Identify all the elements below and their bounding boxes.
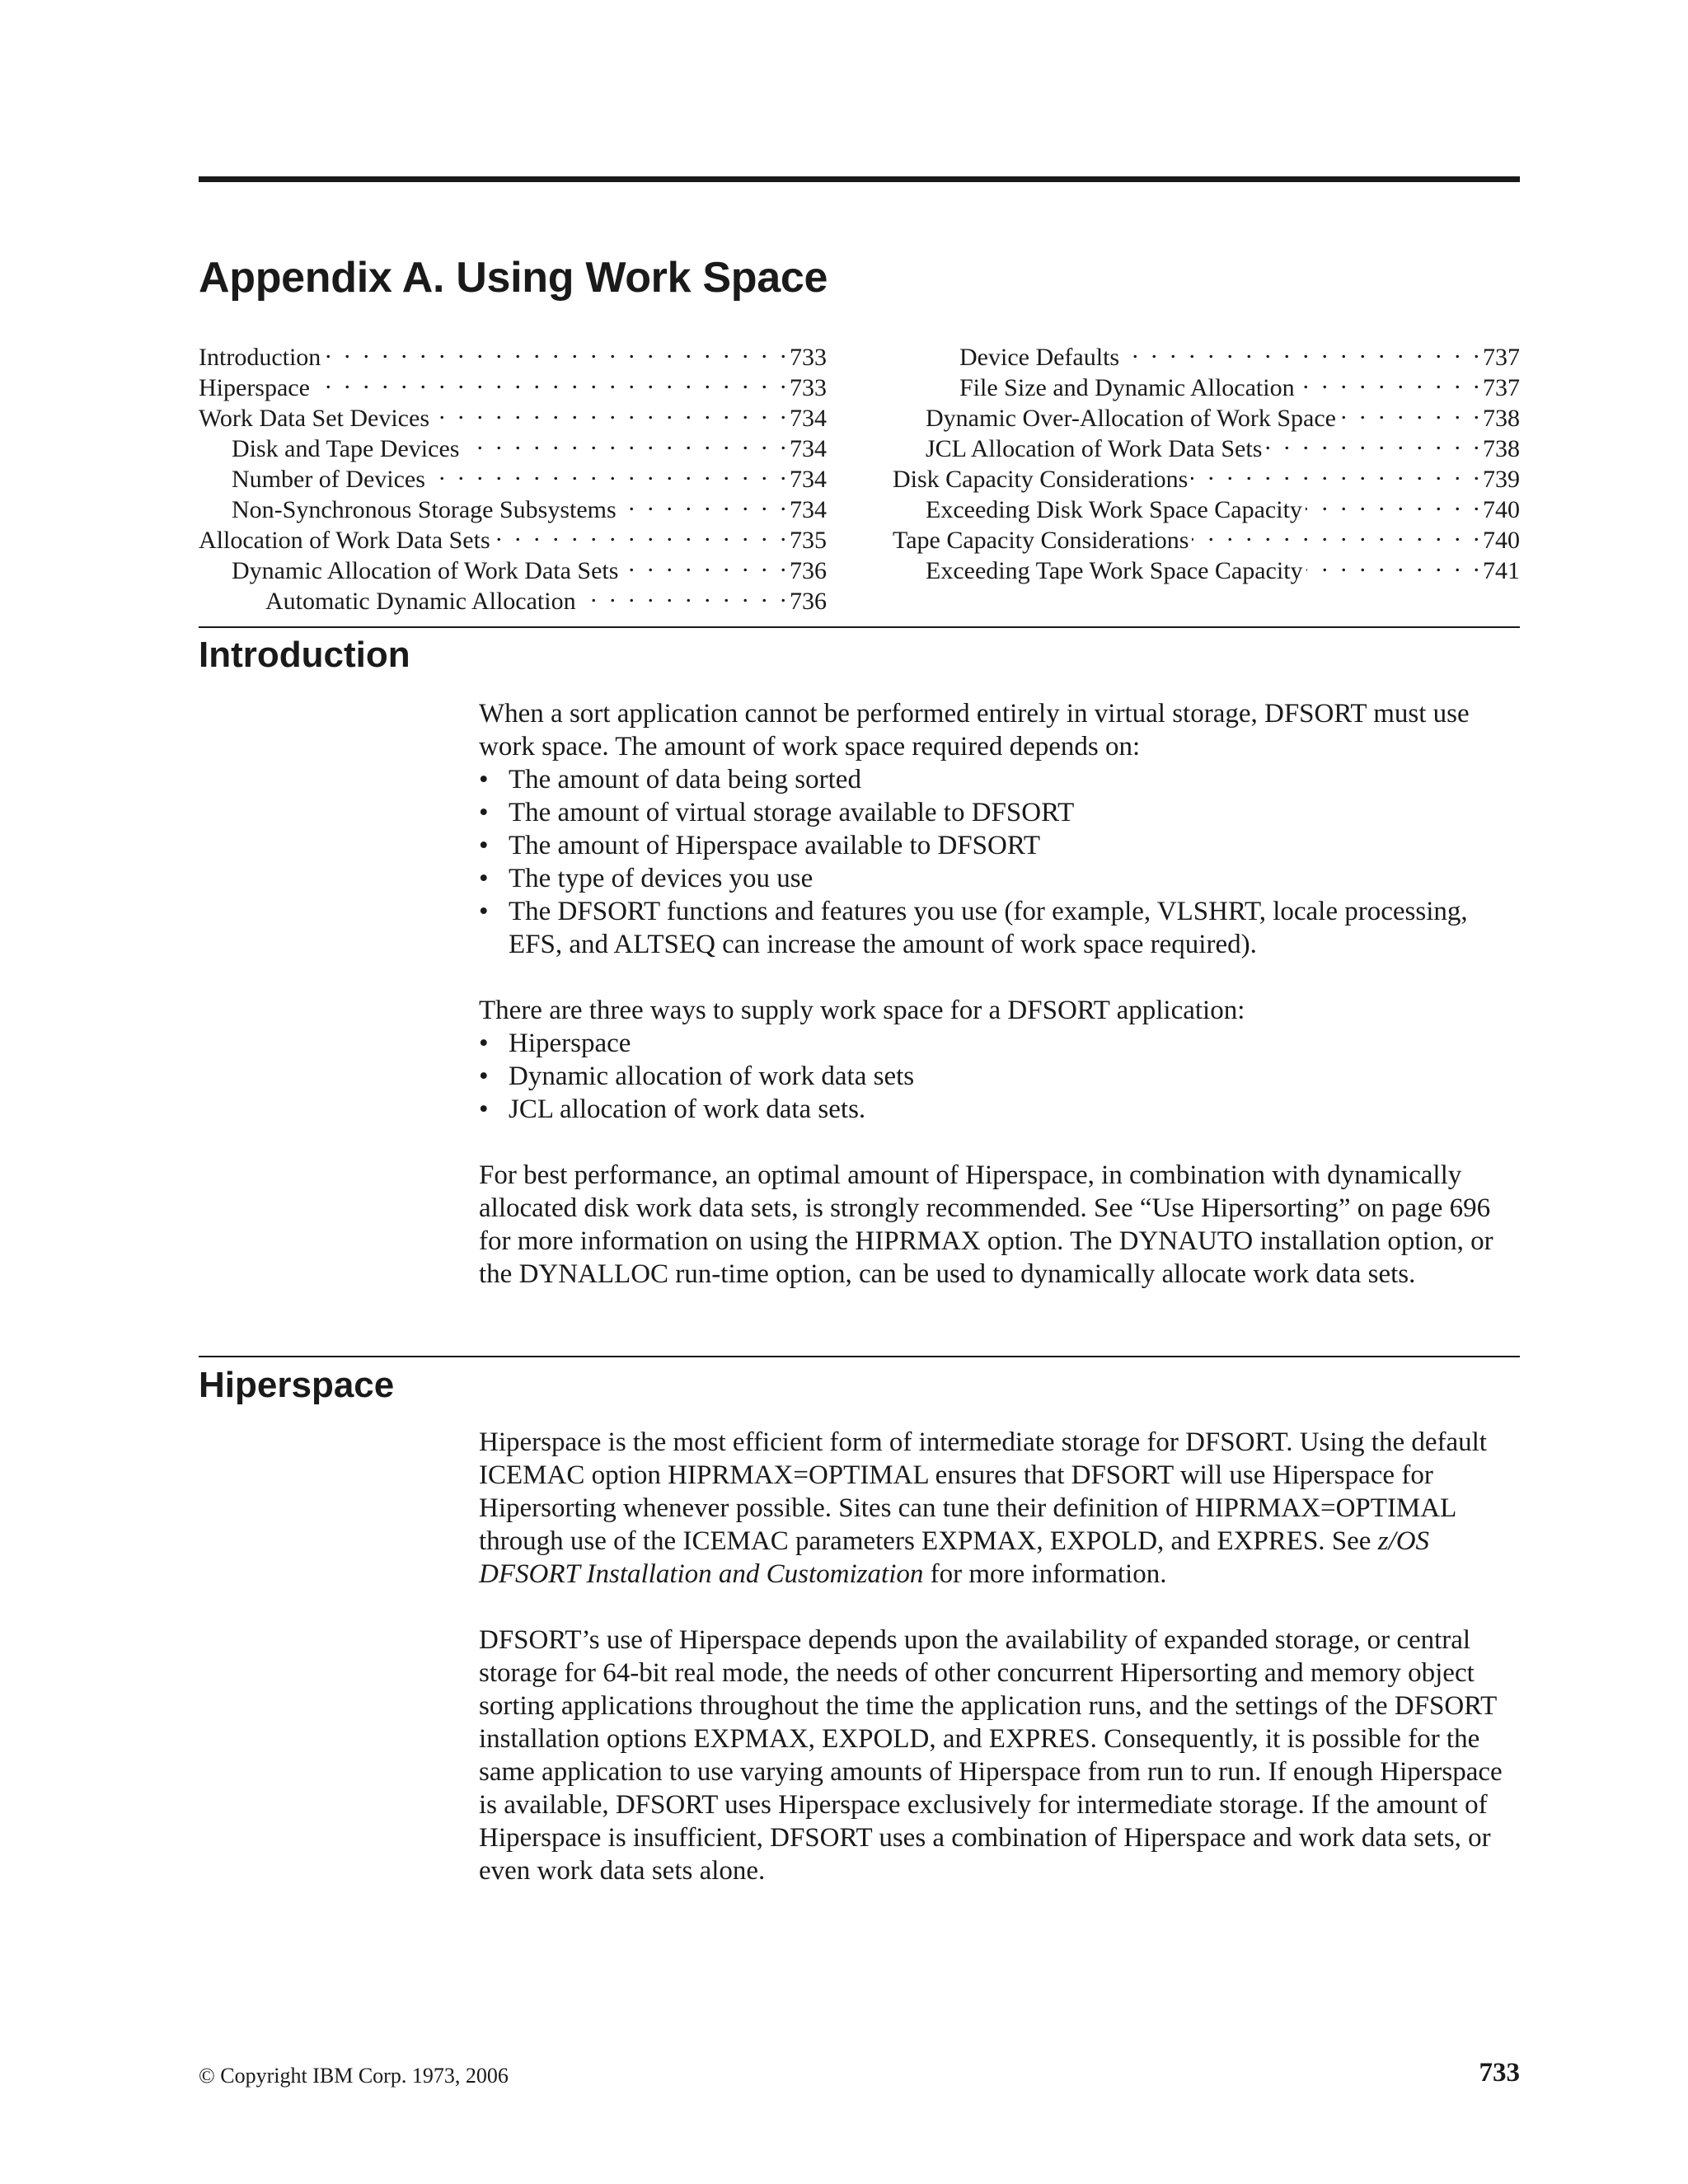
toc-leader-dots: [1306, 487, 1479, 518]
toc-entry-page: 738: [1483, 405, 1520, 432]
hiperspace-paragraph: DFSORT’s use of Hiperspace depends upon the availability of expanded storage, or central storage for 64-bit real mode, the needs of other concurrent Hipersorting and memory object sorting applications throughout the time the application runs, and the settings of the DFSORT installation options EXPMAX, EXPOLD, and EXPRES. Consequently, it is possible for the same application to use varying amounts of Hiperspace from run to run. If enough Hiperspace is available, DFSORT uses Hiperspace exclusively for intermediate storage. If the amount of Hiperspace is insufficient, DFSORT uses a combination of Hiperspace and work data sets, or even work data sets alone.: [479, 1625, 1503, 1886]
introduction-paragraph: There are three ways to supply work space for a DFSORT application:: [479, 996, 1245, 1025]
toc-entry-label: JCL Allocation of Work Data Sets: [926, 435, 1263, 462]
toc-entry-page: 735: [790, 527, 827, 554]
toc-entry-page: 739: [1483, 466, 1520, 493]
toc-entry-label: Exceeding Disk Work Space Capacity: [926, 496, 1302, 523]
toc-leader-dots: [313, 365, 786, 396]
list-item: • Dynamic allocation of work data sets: [479, 1060, 1520, 1093]
toc-leader-dots: [1123, 335, 1479, 365]
toc-entry-page: 733: [790, 374, 827, 401]
toc-entry-label: Automatic Dynamic Allocation: [265, 588, 576, 615]
toc-entry-label: Work Data Set Devices: [199, 405, 429, 432]
toc-entry-label: Non-Synchronous Storage Subsystems: [232, 496, 617, 523]
toc-entry-label: Exceeding Tape Work Space Capacity: [926, 557, 1303, 584]
toc-leader-dots: [1298, 365, 1479, 396]
list-item: • The amount of Hiperspace available to DFSORT: [479, 829, 1520, 862]
toc-entry-page: 734: [790, 466, 827, 493]
list-item: • Hiperspace: [479, 1027, 1520, 1060]
toc-entry-label: Disk and Tape Devices: [232, 435, 460, 462]
toc-entry-page: 740: [1483, 496, 1520, 523]
toc-entry[interactable]: [893, 335, 1520, 371]
toc-entry-page: 740: [1483, 527, 1520, 554]
paragraph-text: Hiperspace is the most efficient form of intermediate storage for DFSORT. Using the default ICEMAC option HIPRMAX=OPTIMAL ensures that DFSORT will use Hiperspace for Hipersorting whenever possible. Sites can tune their definition of HIPRMAX=OPTIMAL through use of the ICEMAC parameters EXPMAX, EXPOLD, and EXPRES. See: [479, 1427, 1487, 1556]
toc-entry-page: 734: [790, 435, 827, 462]
work-space-options-list: [479, 1027, 1520, 1126]
chapter-title: Appendix A. Using Work Space: [199, 254, 828, 302]
list-item: • The amount of virtual storage available to DFSORT: [479, 796, 1520, 829]
toc-entry-label: Number of Devices: [232, 466, 425, 493]
toc-entry-label: Hiperspace: [199, 374, 310, 401]
list-item: • The type of devices you use: [479, 862, 1520, 895]
toc-right-column: [893, 335, 1520, 584]
toc-entry-page: 734: [790, 496, 827, 523]
toc-entry-label: Tape Capacity Considerations: [893, 527, 1189, 554]
hiperspace-paragraph: [479, 1426, 1520, 1591]
toc-entry-label: Disk Capacity Considerations: [893, 466, 1189, 493]
toc-entry-label: File Size and Dynamic Allocation: [959, 374, 1295, 401]
page-number: 733: [1479, 2058, 1520, 2088]
toc-leader-dots: [462, 426, 786, 457]
introduction-paragraph: For best performance, an optimal amount of Hiperspace, in combination with dynamically allocated disk work data sets, is strongly recommended. See “Use Hipersorting” on page 696 for more information on using the HIPRMAX option. The DYNAUTO installation option, or the DYNALLOC run-time option, can be used to dynamically allocate work data sets.: [479, 1160, 1493, 1289]
hiperspace-body: [479, 1426, 1520, 1887]
toc-leader-dots: [433, 396, 786, 426]
introduction-body: [479, 697, 1520, 1291]
toc-entry-page: 736: [790, 557, 827, 584]
introduction-paragraph: When a sort application cannot be performed entirely in virtual storage, DFSORT must use work space. The amount of work space required depends on:: [479, 699, 1470, 762]
section-rule-introduction: [199, 626, 1520, 628]
toc-leader-dots: [620, 487, 786, 518]
toc-leader-dots: [1265, 426, 1479, 457]
section-heading-hiperspace: Hiperspace: [199, 1365, 395, 1405]
toc-leader-dots: [1339, 396, 1479, 426]
toc-leader-dots: [1306, 548, 1479, 579]
toc-leader-dots: [324, 335, 786, 365]
toc-entry-page: 736: [790, 588, 827, 615]
toc-entry-page: 737: [1483, 374, 1520, 401]
list-item: • The amount of data being sorted: [479, 763, 1520, 796]
list-item: • JCL allocation of work data sets.: [479, 1093, 1520, 1126]
introduction-list: [479, 763, 1520, 961]
toc-entry-page: 738: [1483, 435, 1520, 462]
toc-entry-label: Allocation of Work Data Sets: [199, 527, 490, 554]
toc-entry-label: Dynamic Over-Allocation of Work Space: [926, 405, 1336, 432]
list-item: • The DFSORT functions and features you use (for example, VLSHRT, locale processing, EFS, and ALTSEQ can increase the amount of work space required).: [479, 895, 1520, 961]
toc-entry-label: Dynamic Allocation of Work Data Sets: [232, 557, 619, 584]
toc-leader-dots: [621, 548, 786, 579]
toc-leader-dots: [1192, 518, 1479, 548]
copyright-notice: © Copyright IBM Corp. 1973, 2006: [199, 2064, 509, 2088]
toc-entry-page: 737: [1483, 344, 1520, 371]
toc-leader-dots: [579, 579, 786, 609]
toc-left-column: [199, 335, 827, 615]
section-heading-introduction: Introduction: [199, 635, 410, 675]
book-title-reference: z/OS DFSORT Installation and Customization: [479, 1526, 1430, 1589]
paragraph-text: for more information.: [923, 1559, 1167, 1589]
toc-entry-page: 741: [1483, 557, 1520, 584]
toc-entry-page: 733: [790, 344, 827, 371]
toc-leader-dots: [429, 457, 786, 487]
toc-entry-page: 734: [790, 405, 827, 432]
toc-leader-dots: [494, 518, 786, 548]
toc-entry-label: Introduction: [199, 344, 321, 371]
top-rule: [199, 176, 1520, 182]
toc-entry-label: Device Defaults: [959, 344, 1120, 371]
toc-leader-dots: [1191, 457, 1479, 487]
section-rule-hiperspace: [199, 1356, 1520, 1357]
toc-entry[interactable]: [199, 335, 827, 371]
